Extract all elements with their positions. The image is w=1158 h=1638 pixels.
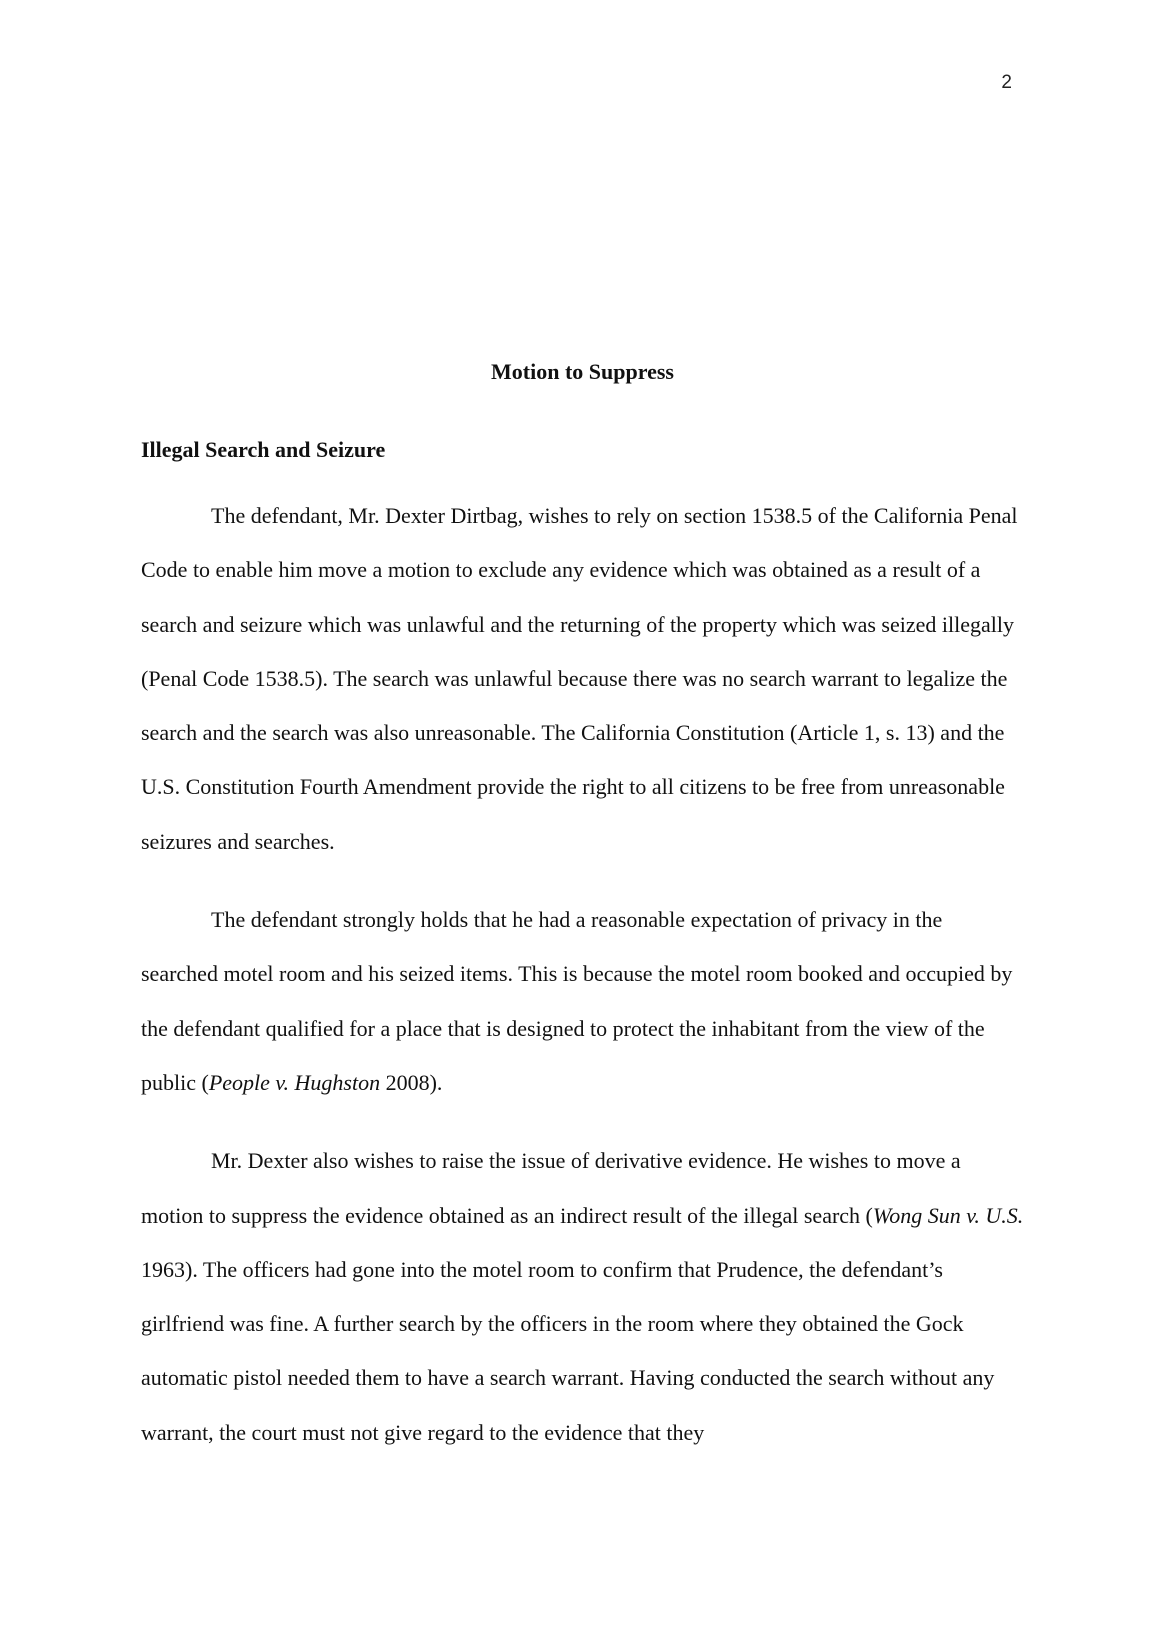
document-body xyxy=(141,357,1024,1460)
case-citation-people-v-hughston: People v. Hughston xyxy=(208,1069,381,1095)
paragraph-3-text-before: Mr. Dexter also wishes to raise the issue of derivative evidence. He wishes to move a motion to suppress the evidence obtained as an indirect result of the illegal search ( xyxy=(141,1148,961,1228)
paragraph-2-text-after: 2008). xyxy=(380,1069,443,1095)
paragraph-3-text-after: 1963). The officers had gone into the motel room to confirm that Prudence, the defendant’s girlfriend was fine. A further search by the officers in the room where they obtained the Gock automatic pistol needed them to have a search warrant. Having conducted the search without any warrant, the court must not give regard to the evidence that they xyxy=(141,1256,995,1445)
paragraph-2 xyxy=(141,893,1024,1110)
page-number: 2 xyxy=(1001,72,1012,93)
paragraph-2-text-before: The defendant strongly holds that he had a reasonable expectation of privacy in the searched motel room and his seized items. This is because the motel room booked and occupied by the defendant qualified for a place that is designed to protect the inhabitant from the view of the public ( xyxy=(141,907,1013,1095)
section-heading: Illegal Search and Seizure xyxy=(141,437,386,462)
paragraph-3 xyxy=(141,1134,1024,1460)
document-title: Motion to Suppress xyxy=(491,359,674,384)
paragraph-1: The defendant, Mr. Dexter Dirtbag, wishes to rely on section 1538.5 of the California Penal Code to enable him move a motion to exclude any evidence which was obtained as a result of a search and seizure which was unlawful and the returning of the property which was seized illegally (Penal Code 1538.5). The search was unlawful because there was no search warrant to legalize the search and the search was also unreasonable. The California Constitution (Article 1, s. 13) and the U.S. Constitution Fourth Amendment provide the right to all citizens to be free from unreasonable seizures and searches. xyxy=(141,503,1018,854)
case-citation-wong-sun: Wong Sun v. U.S. xyxy=(872,1202,1024,1228)
